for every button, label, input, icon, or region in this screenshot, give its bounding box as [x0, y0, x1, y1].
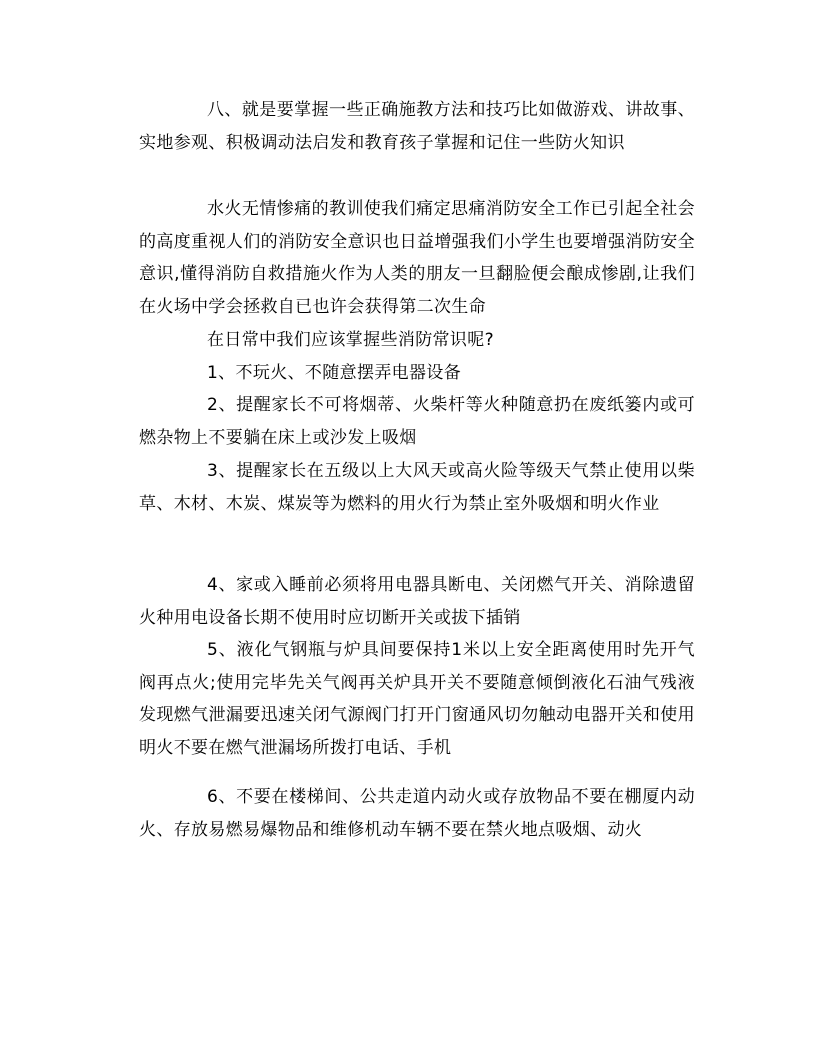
list-item-4: 4、家或入睡前必须将用电器具断电、关闭燃气开关、消除遗留火种用电设备长期不使用时应切断开关或拔下插销 [139, 575, 695, 628]
list-item-5: 5、液化气钢瓶与炉具间要保持1米以上安全距离使用时先开气阀再点火;使用完毕先关气阀再关炉具开关不要随意倾倒液化石油气残液发现燃气泄漏要迅速关闭气源阀门打开门窗通风切勿触动电器开关和使用明火不要在燃气泄漏场所拨打电话、手机 [139, 640, 695, 758]
paragraph-teaching-methods: 八、就是要掌握一些正确施教方法和技巧比如做游戏、讲故事、实地参观、积极调动法启发和教育孩子掌握和记住一些防火知识 [139, 100, 695, 153]
paragraph-daily-knowledge-question: 在日常中我们应该掌握些消防常识呢? [207, 330, 494, 350]
list-item-1: 1、不玩火、不随意摆弄电器设备 [207, 363, 462, 383]
list-item-2: 2、提醒家长不可将烟蒂、火柴杆等火种随意扔在废纸篓内或可燃杂物上不要躺在床上或沙发上吸烟 [139, 395, 695, 448]
list-item-3: 3、提醒家长在五级以上大风天或高火险等级天气禁止使用以柴草、木材、木炭、煤炭等为燃料的用火行为禁止室外吸烟和明火作业 [139, 461, 695, 514]
paragraph-fire-safety-awareness: 水火无情惨痛的教训使我们痛定思痛消防安全工作已引起全社会的高度重视人们的消防安全意识也日益增强我们小学生也要增强消防安全意识,懂得消防自救措施火作为人类的朋友一旦翻脸便会酿成惨剧,让我们在火场中学会拯救自已也许会获得第二次生命 [139, 199, 695, 317]
list-item-6: 6、不要在楼梯间、公共走道内动火或存放物品不要在棚厦内动火、存放易燃易爆物品和维修机动车辆不要在禁火地点吸烟、动火 [139, 787, 695, 840]
